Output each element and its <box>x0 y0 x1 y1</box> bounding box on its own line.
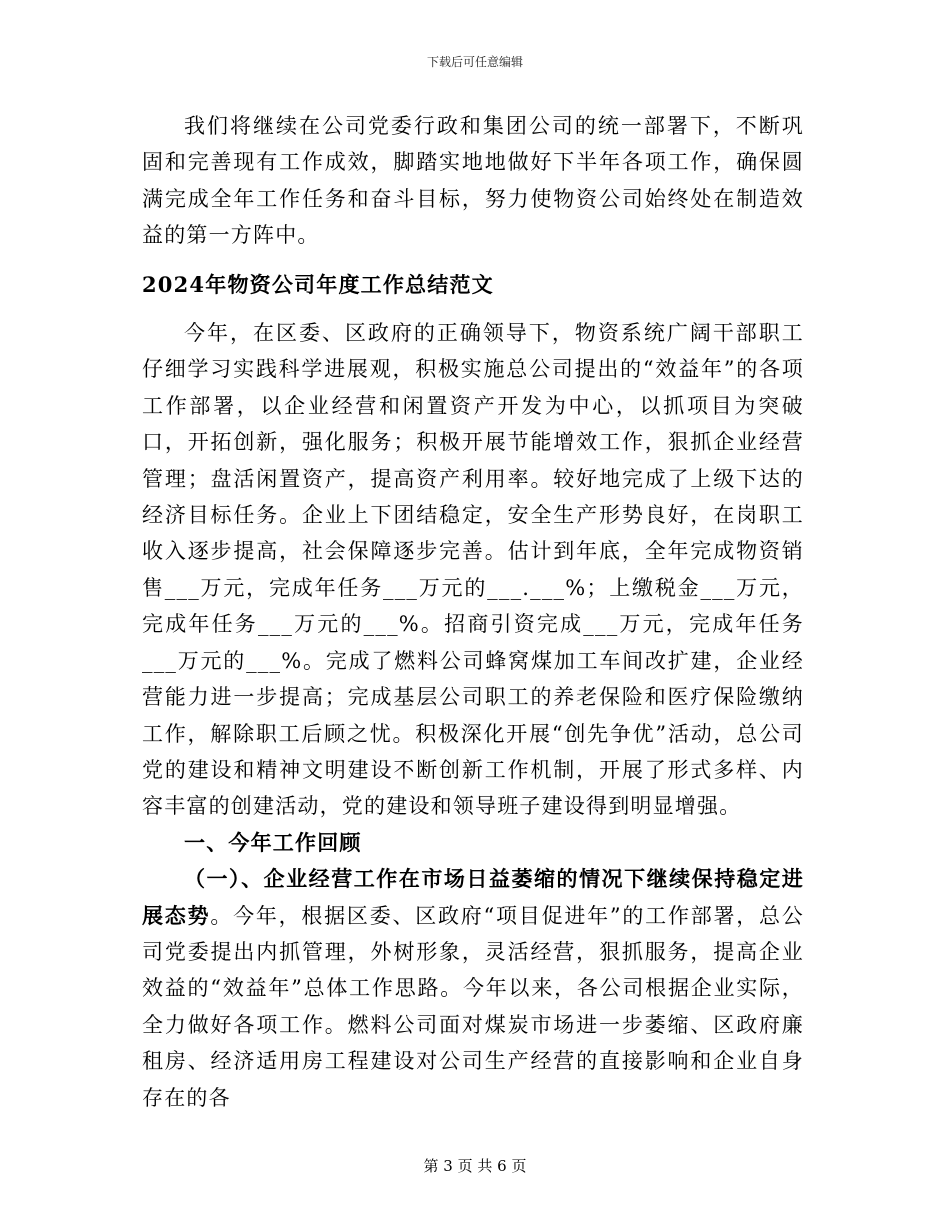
section-heading: 一、今年工作回顾 <box>184 829 362 855</box>
page-header: 下载后可任意编辑 <box>426 55 523 69</box>
paragraph-business <box>142 861 804 1116</box>
document-title: 2024年物资公司年度工作总结范文 <box>142 271 494 297</box>
paragraph-business-text: 。今年，根据区委、区政府“项目促进年”的工作部署，总公司党委提出内抓管理，外树形象，灵活经营，狠抓服务，提高企业效益的“效益年”总体工作思路。今年以来，各公司根据企业实际，全力做好各项工作。燃料公司面对煤炭市场进一步萎缩、区政府廉租房、经济适用房工程建设对公司生产经营的直接影响和企业自身存在的各 <box>142 903 804 1110</box>
page-footer: 第 3 页 共 6 页 <box>423 1157 527 1175</box>
subsection-heading: （一）、企业经营工作在市场日益萎缩的情况下继续保持稳定进展态势 <box>142 866 804 928</box>
document-body <box>142 108 804 1116</box>
paragraph-intro: 今年，在区委、区政府的正确领导下，物资系统广阔干部职工仔细学习实践科学进展观，积极实施总公司提出的“效益年”的各项工作部署，以企业经营和闲置资产开发为中心，以抓项目为突破口，开拓创新，强化服务；积极开展节能增效工作，狠抓企业经营管理；盘活闲置资产，提高资产利用率。较好地完成了上级下达的经济目标任务。企业上下团结稳定，安全生产形势良好，在岗职工收入逐步提高，社会保障逐步完善。估计到年底，全年完成物资销售___万元，完成年任务___万元的___.___%；上缴税金___万元，完成年任务___万元的___%。招商引资完成___万元，完成年任务___万元的___%。完成了燃料公司蜂窝煤加工车间改扩建，企业经营能力进一步提高；完成基层公司职工的养老保险和医疗保险缴纳工作，解除职工后顾之忧。积极深化开展“创先争优”活动，总公司党的建设和精神文明建设不断创新工作机制，开展了形式多样、内容丰富的创建活动，党的建设和领导班子建设得到明显增强。 <box>142 321 804 819</box>
paragraph-closing: 我们将继续在公司党委行政和集团公司的统一部署下，不断巩固和完善现有工作成效，脚踏实地地做好下半年各项工作，确保圆满完成全年工作任务和奋斗目标，努力使物资公司始终处在制造效益的第一方阵中。 <box>142 114 804 248</box>
